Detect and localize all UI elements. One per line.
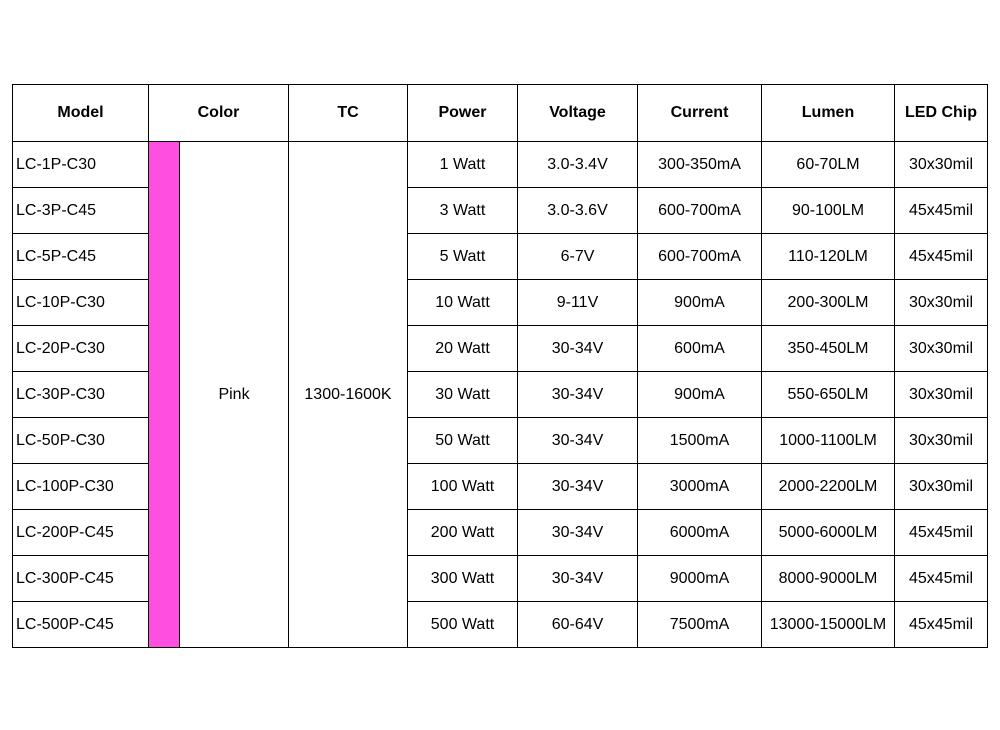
cell-current: 600-700mA [638, 188, 762, 234]
cell-current: 7500mA [638, 602, 762, 648]
cell-power: 200 Watt [408, 510, 518, 556]
cell-lumen: 200-300LM [762, 280, 895, 326]
cell-color-name: Pink [180, 142, 289, 648]
cell-led-chip: 45x45mil [895, 188, 988, 234]
cell-power: 500 Watt [408, 602, 518, 648]
header-voltage: Voltage [518, 85, 638, 142]
cell-voltage: 30-34V [518, 418, 638, 464]
header-color: Color [149, 85, 289, 142]
cell-power: 5 Watt [408, 234, 518, 280]
cell-led-chip: 30x30mil [895, 464, 988, 510]
cell-voltage: 30-34V [518, 326, 638, 372]
header-current: Current [638, 85, 762, 142]
cell-voltage: 30-34V [518, 464, 638, 510]
cell-led-chip: 45x45mil [895, 234, 988, 280]
cell-model: LC-200P-C45 [13, 510, 149, 556]
cell-lumen: 110-120LM [762, 234, 895, 280]
cell-model: LC-300P-C45 [13, 556, 149, 602]
cell-model: LC-3P-C45 [13, 188, 149, 234]
cell-voltage: 6-7V [518, 234, 638, 280]
cell-tc: 1300-1600K [289, 142, 408, 648]
cell-lumen: 550-650LM [762, 372, 895, 418]
cell-power: 100 Watt [408, 464, 518, 510]
cell-led-chip: 45x45mil [895, 556, 988, 602]
cell-voltage: 30-34V [518, 372, 638, 418]
cell-power: 300 Watt [408, 556, 518, 602]
cell-power: 3 Watt [408, 188, 518, 234]
cell-voltage: 3.0-3.4V [518, 142, 638, 188]
cell-current: 900mA [638, 372, 762, 418]
cell-voltage: 60-64V [518, 602, 638, 648]
cell-lumen: 8000-9000LM [762, 556, 895, 602]
cell-model: LC-10P-C30 [13, 280, 149, 326]
cell-lumen: 60-70LM [762, 142, 895, 188]
cell-lumen: 1000-1100LM [762, 418, 895, 464]
cell-lumen: 90-100LM [762, 188, 895, 234]
cell-model: LC-500P-C45 [13, 602, 149, 648]
cell-current: 1500mA [638, 418, 762, 464]
cell-led-chip: 45x45mil [895, 510, 988, 556]
table-body [13, 142, 988, 648]
cell-voltage: 3.0-3.6V [518, 188, 638, 234]
header-power: Power [408, 85, 518, 142]
color-swatch [149, 142, 180, 648]
header-led-chip: LED Chip [895, 85, 988, 142]
cell-model: LC-5P-C45 [13, 234, 149, 280]
led-spec-table [12, 84, 988, 648]
cell-current: 600-700mA [638, 234, 762, 280]
cell-lumen: 350-450LM [762, 326, 895, 372]
cell-current: 300-350mA [638, 142, 762, 188]
cell-current: 9000mA [638, 556, 762, 602]
cell-power: 30 Watt [408, 372, 518, 418]
cell-lumen: 13000-15000LM [762, 602, 895, 648]
cell-model: LC-100P-C30 [13, 464, 149, 510]
cell-voltage: 30-34V [518, 556, 638, 602]
header-lumen: Lumen [762, 85, 895, 142]
cell-current: 3000mA [638, 464, 762, 510]
cell-led-chip: 30x30mil [895, 326, 988, 372]
table-row [13, 142, 988, 188]
cell-model: LC-50P-C30 [13, 418, 149, 464]
cell-voltage: 9-11V [518, 280, 638, 326]
header-model: Model [13, 85, 149, 142]
header-row [13, 85, 988, 142]
cell-lumen: 2000-2200LM [762, 464, 895, 510]
cell-led-chip: 30x30mil [895, 280, 988, 326]
cell-model: LC-1P-C30 [13, 142, 149, 188]
cell-power: 20 Watt [408, 326, 518, 372]
cell-model: LC-30P-C30 [13, 372, 149, 418]
cell-led-chip: 30x30mil [895, 142, 988, 188]
cell-led-chip: 45x45mil [895, 602, 988, 648]
cell-power: 1 Watt [408, 142, 518, 188]
cell-lumen: 5000-6000LM [762, 510, 895, 556]
header-tc: TC [289, 85, 408, 142]
cell-power: 10 Watt [408, 280, 518, 326]
cell-current: 900mA [638, 280, 762, 326]
cell-current: 600mA [638, 326, 762, 372]
cell-voltage: 30-34V [518, 510, 638, 556]
cell-current: 6000mA [638, 510, 762, 556]
cell-led-chip: 30x30mil [895, 418, 988, 464]
cell-led-chip: 30x30mil [895, 372, 988, 418]
cell-model: LC-20P-C30 [13, 326, 149, 372]
cell-power: 50 Watt [408, 418, 518, 464]
